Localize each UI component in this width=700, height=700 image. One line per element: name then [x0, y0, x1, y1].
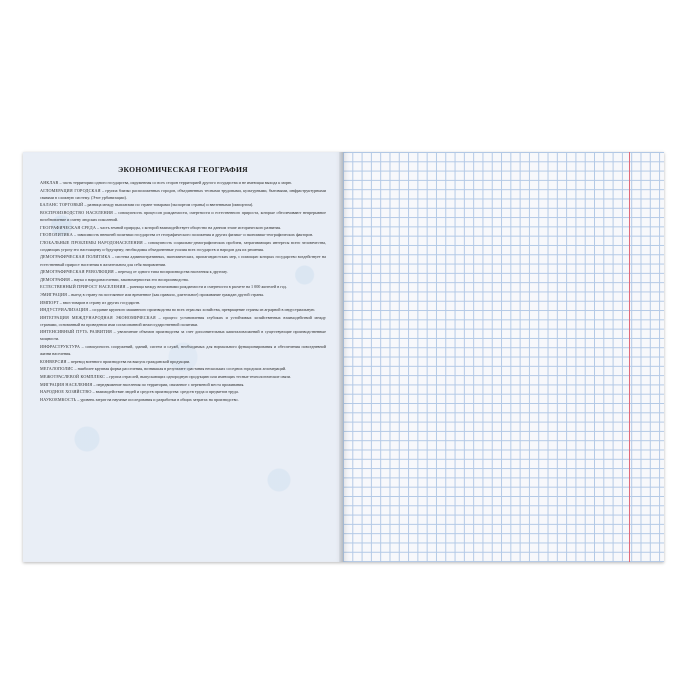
right-page-grid: [343, 152, 664, 562]
glossary-definition: – увеличение объемов производства за счет дополнительных капиталовложений в существующие производственные мощности.: [40, 329, 326, 342]
glossary-entry: [40, 201, 326, 208]
glossary-entry: [40, 283, 326, 290]
glossary-definition: – передвижение населения по территории, связанное с переменой места проживания.: [92, 381, 245, 387]
glossary-entry: [40, 306, 326, 313]
glossary-term: ИНФРАСТРУКТУРА: [40, 344, 81, 350]
glossary-definition: – взаимодействие людей и средств производства: средств труда и предметов труда.: [91, 389, 239, 395]
glossary-definition: – наиболее крупная форма расселения, возникшая в результате срастания нескольких соседних городских агломераций.: [73, 366, 287, 372]
glossary-definition: – ввоз товаров в страну из других государств.: [58, 299, 141, 305]
page-title: ЭКОНОМИЧЕСКАЯ ГЕОГРАФИЯ: [118, 165, 248, 174]
glossary-entry: [40, 179, 326, 186]
glossary-term: ГЕОГРАФИЧЕСКАЯ СРЕДА: [40, 224, 97, 230]
glossary-term: КОНВЕРСИЯ: [40, 358, 67, 364]
glossary-term: ИМПОРТ: [40, 299, 59, 305]
glossary-term: ДЕМОГРАФИЧЕСКАЯ ПОЛИТИКА: [40, 254, 111, 260]
glossary-entry: [40, 396, 326, 403]
glossary-term: ЕСТЕСТВЕННЫЙ ПРИРОСТ НАСЕЛЕНИЯ: [40, 284, 126, 290]
glossary-definition: – разница между величинами рождаемости и смертности в расчете на 1 000 жителей в год.: [125, 284, 287, 290]
glossary-term: БАЛАНС ТОРГОВЫЙ: [40, 202, 84, 208]
glossary-term: ДЕМОГРАФИЯ: [40, 276, 70, 282]
glossary-entry: [40, 268, 326, 275]
glossary-definition: – зависимость внешней политики государства от географического положения и других физико- и экономико-географических факторов.: [72, 232, 314, 238]
glossary-entry: [40, 209, 326, 223]
glossary-term: АНКЛАВ: [40, 180, 59, 185]
glossary-term: МЕЖОТРАСЛЕВОЙ КОМПЛЕКС: [40, 373, 106, 379]
glossary-definition: – выезд в страну на постоянное или временное (как правило, длительное) проживание граждан другой страны.: [67, 291, 265, 297]
glossary-term: НАРОДНОЕ ХОЗЯЙСТВО: [40, 389, 92, 395]
glossary-definition: – группа близко расположенных городов, объединенных тесными трудовыми, культурными, бытовыми, инфраструктурными связями в сложную систему. (Этот урбанизации).: [40, 187, 326, 200]
glossary-entry: [40, 381, 326, 388]
glossary-list: [40, 179, 326, 403]
glossary-definition: – группа отраслей, выпускающих однородную продукцию или имеющих тесные технологические связи.: [105, 373, 292, 379]
glossary-term: МИГРАЦИЯ НАСЕЛЕНИЯ: [40, 381, 93, 387]
glossary-entry: [40, 276, 326, 283]
glossary-definition: – часть территории одного государства, окруженная со всех сторон территорией другого государства и не имеющая выхода к морю.: [58, 180, 293, 185]
glossary-entry: [40, 373, 326, 380]
glossary-definition: – разница между выплатами по стране товарами (экспортом страны) и ввезенными (импортом).: [83, 202, 254, 208]
glossary-entry: [40, 343, 326, 357]
glossary-term: ИНТЕНСИВНЫЙ ПУТЬ РАЗВИТИЯ: [40, 329, 113, 335]
glossary-entry: [40, 388, 326, 395]
glossary-definition: – система административных, экономических, пропагандистских мер, с помощью которых государство воздействует на естественный прирост населения в желательном для себя направлении.: [40, 254, 326, 267]
glossary-entry: [40, 291, 326, 298]
glossary-entry: [40, 224, 326, 231]
glossary-entry: [40, 365, 326, 372]
glossary-term: ГЛОБАЛЬНЫЕ ПРОБЛЕМЫ НАРОДОНАСЕЛЕНИЯ: [40, 239, 143, 245]
glossary-term: МЕГАЛОПОЛИС: [40, 366, 74, 372]
glossary-term: ИНТЕГРАЦИЯ МЕЖДУНАРОДНАЯ ЭКОНОМИЧЕСКАЯ: [40, 314, 156, 320]
glossary-definition: – перевод военного производства на выпуск гражданской продукции.: [66, 358, 191, 364]
glossary-entry: [40, 187, 326, 201]
margin-line: [629, 152, 630, 562]
glossary-definition: – совокупность сооружений, зданий, систем и служб, необходимых для нормального функционирования и обеспечения повседневной жизни населения.: [40, 344, 326, 357]
glossary-entry: [40, 358, 326, 365]
glossary-entry: [40, 314, 326, 328]
glossary-entry: [40, 253, 326, 267]
glossary-definition: – создание крупного машинного производства во всех отраслях хозяйства, превращение страны из аграрной в индустриальную.: [88, 307, 316, 313]
glossary-term: ДЕМОГРАФИЧЕСКАЯ РЕВОЛЮЦИЯ: [40, 269, 114, 275]
glossary-entry: [40, 231, 326, 238]
glossary-content: [40, 165, 326, 403]
glossary-term: ЭМИГРАЦИЯ: [40, 291, 68, 297]
glossary-term: ГЕОПОЛИТИКА: [40, 232, 73, 238]
glossary-definition: – переход от одного типа воспроизводства населения к другому.: [113, 269, 228, 275]
glossary-definition: – совокупность социально-демографических проблем, затрагивающих интересы всего человечества, создающих угрозу его настоящему и будущему; необходимы объединенные усилия всех государств и народов для их решения.: [40, 239, 327, 252]
glossary-definition: – уровень затрат на научные исследования и разработки в общих затратах на производство.: [76, 396, 239, 402]
glossary-term: НАУКОЕМКОСТЬ: [40, 396, 77, 402]
left-page: [23, 152, 343, 562]
glossary-entry: [40, 239, 326, 253]
glossary-definition: – наука о народонаселении, закономерностях его воспроизводства.: [69, 276, 189, 282]
glossary-definition: – процесс установления глубоких и устойчивых хозяйственных взаимодействий между странами, основанный на проведении ими согласованной межгосударственной политики.: [40, 314, 326, 327]
glossary-entry: [40, 299, 326, 306]
glossary-term: ВОСПРОИЗВОДСТВО НАСЕЛЕНИЯ: [40, 209, 114, 215]
glossary-term: АГЛОМЕРАЦИЯ ГОРОДСКАЯ: [40, 187, 101, 193]
open-notebook: [23, 152, 664, 562]
glossary-definition: – часть земной природы, с которой взаимодействует общество на данном этапе исторического развития.: [96, 224, 282, 230]
glossary-term: ИНДУСТРИАЛИЗАЦИЯ: [40, 307, 89, 313]
glossary-entry: [40, 328, 326, 342]
glossary-definition: – совокупность процессов рождаемости, смертности и естественного прироста, которые обеспечивают непрерывное возобновление и смену людских поколений.: [40, 209, 326, 222]
